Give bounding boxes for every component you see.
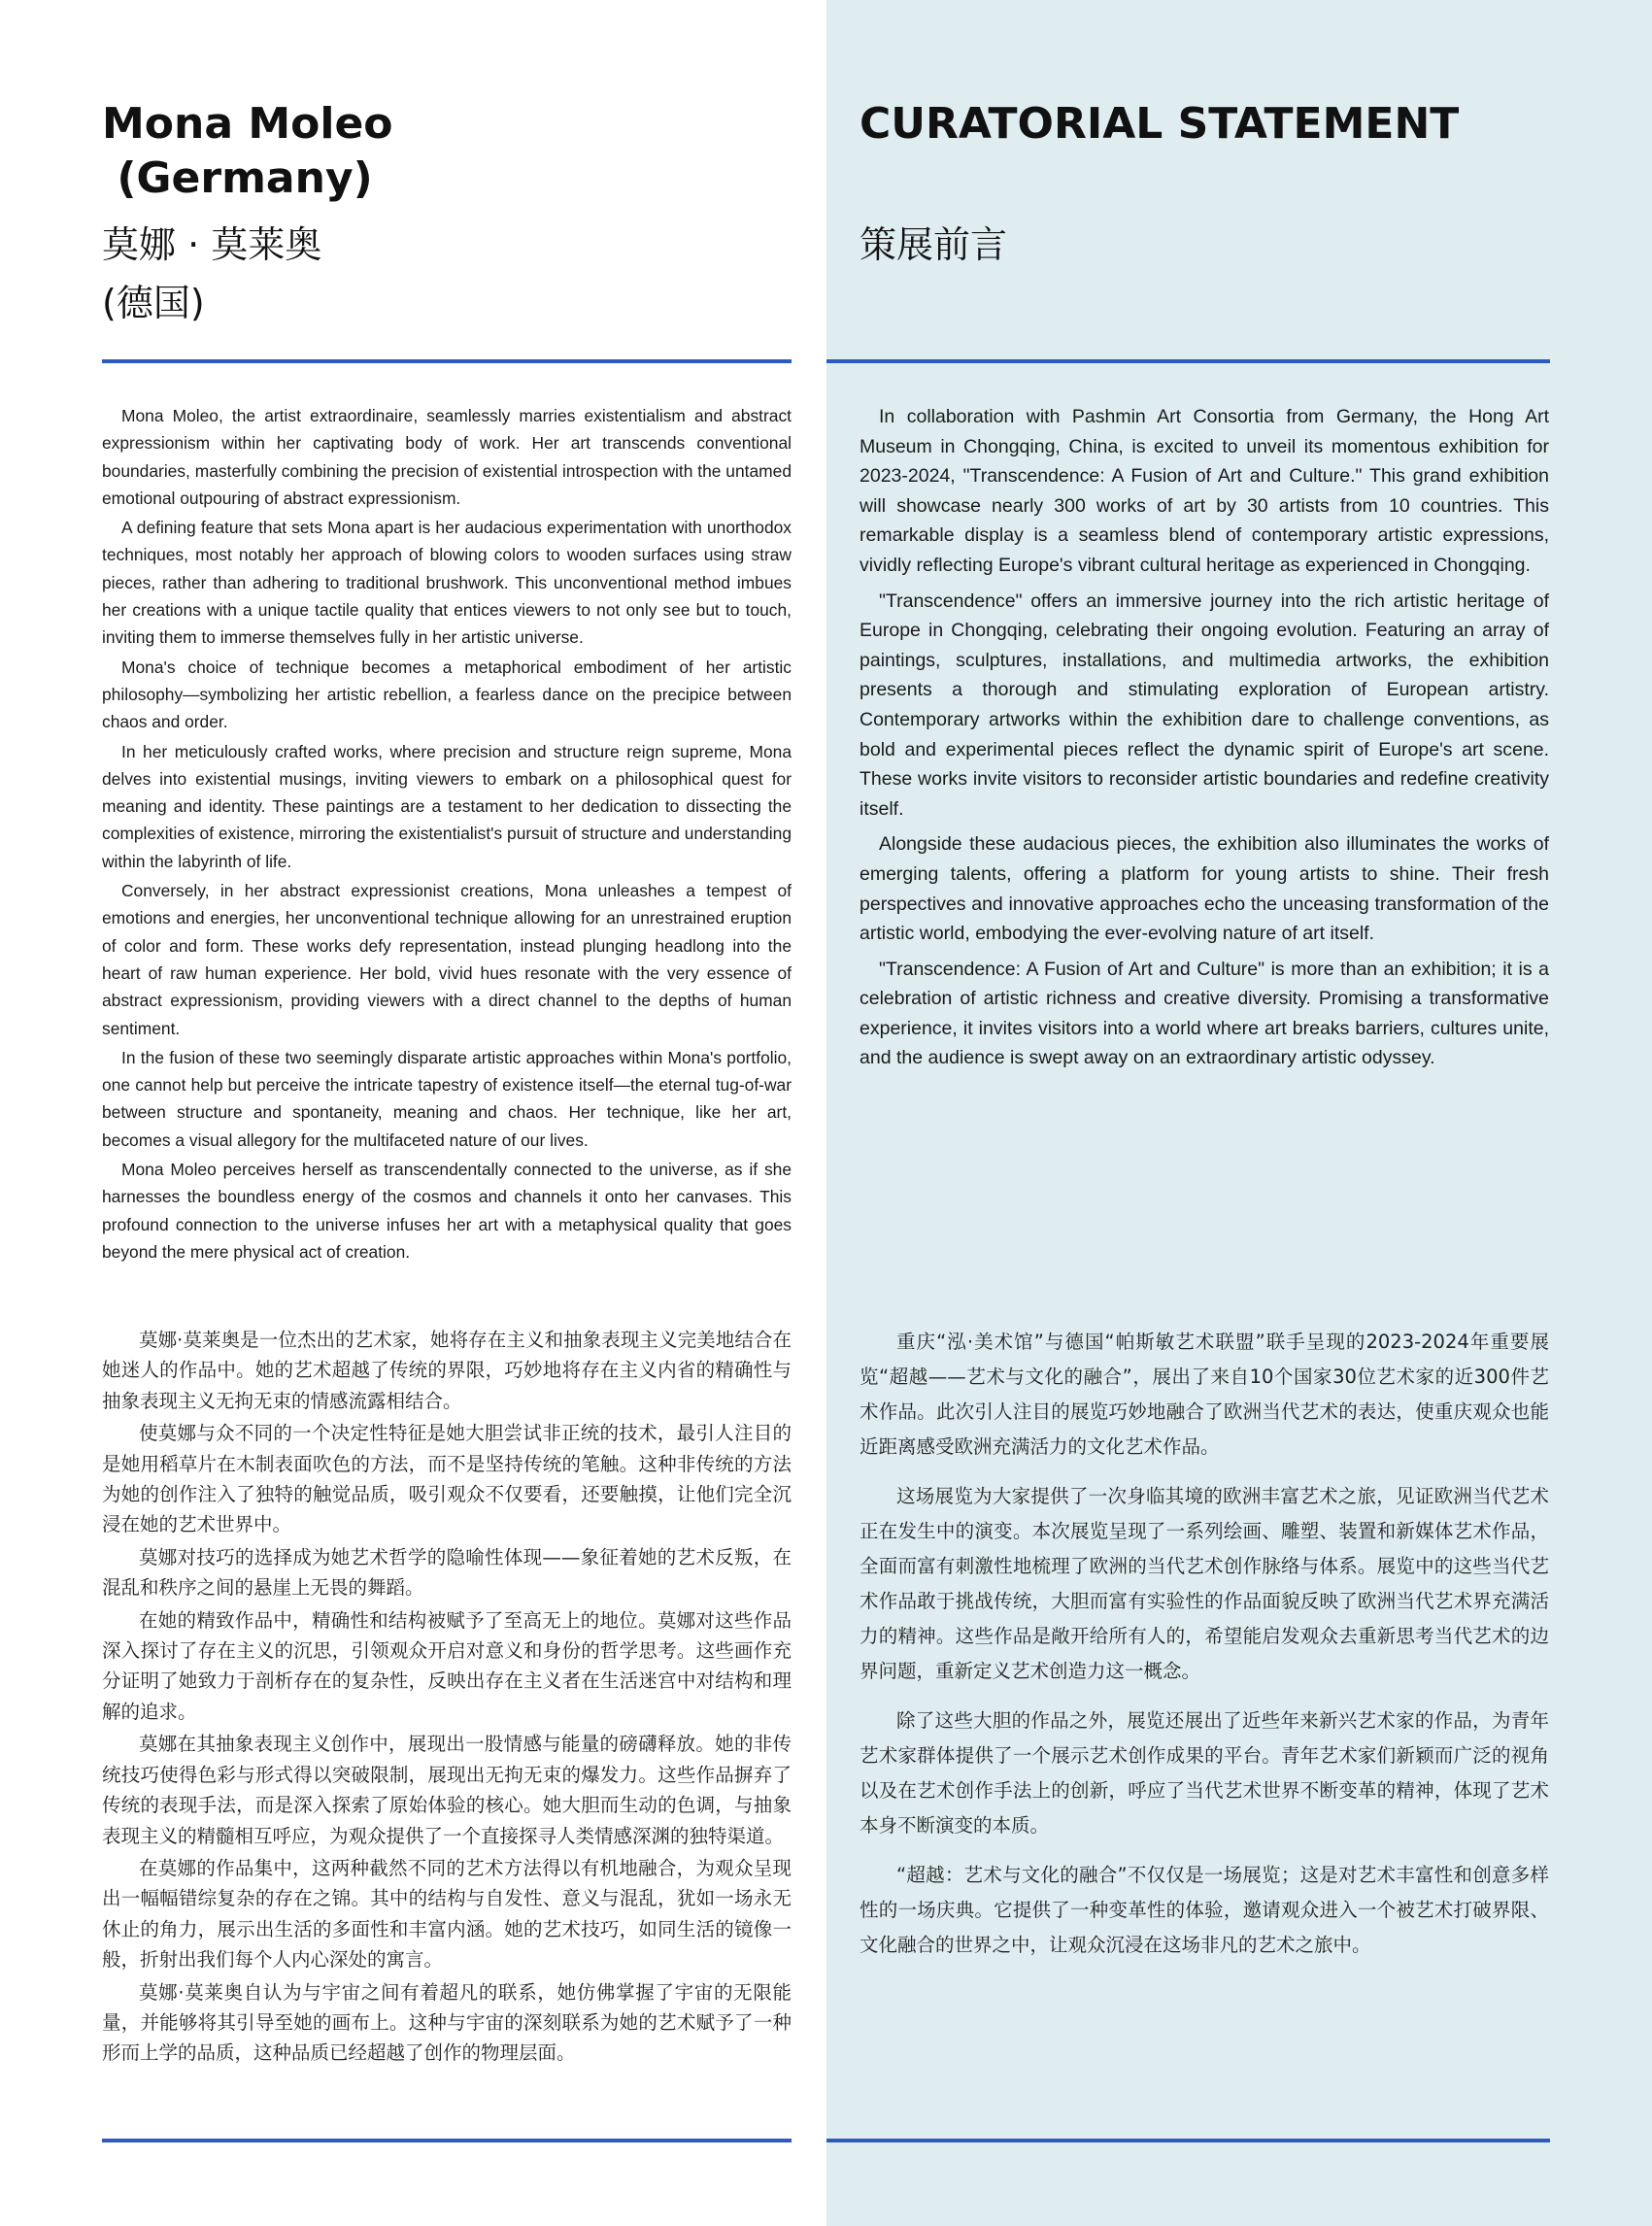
statement-en-paragraph: In collaboration with Pashmin Art Consortia from Germany, the Hong Art Museum in Chongqing, China, is excited to unveil its momentous exhibition for 2023-2024, "Transcendence: A Fusion of Art and Culture." This grand exhibition will showcase nearly 300 works of art by 30 artists from 10 countries. This remarkable display is a seamless blend of contemporary artistic expressions, vividly reflecting Europe's vibrant cultural heritage as experienced in Chongqing. — [860, 406, 1549, 576]
bio-en-paragraph: Mona's choice of technique becomes a metaphorical embodiment of her artistic philosophy—symbolizing her artistic rebellion, a fearless dance on the precipice between chaos and order. — [102, 657, 792, 732]
bio-zh-paragraph: 莫娜·莫莱奥自认为与宇宙之间有着超凡的联系，她仿佛掌握了宇宙的无限能量，并能够将其引导至她的画布上。这种与宇宙的深刻联系为她的艺术赋予了一种形而上学的品质，这种品质已经超越了创作的物理层面。 — [102, 1980, 792, 2065]
statement-zh-paragraph: 这场展览为大家提供了一次身临其境的欧洲丰富艺术之旅，见证欧洲当代艺术正在发生中的演变。本次展览呈现了一系列绘画、雕塑、装置和新媒体艺术作品，全面而富有刺激性地梳理了欧洲的当代艺术创作脉络与体系。展览中的这些当代艺术作品敢于挑战传统，大胆而富有实验性的作品面貌反映了欧洲当代艺术界充满活力的精神。这些作品是敞开给所有人的，希望能启发观众去重新思考当代艺术的边界问题，重新定义艺术创造力这一概念。 — [860, 1485, 1549, 1682]
artist-bio-chinese — [102, 1325, 792, 2071]
bio-zh-paragraph: 莫娜在其抽象表现主义创作中，展现出一股情感与能量的磅礴释放。她的非传统技巧使得色彩与形式得以突破限制，展现出无拘无束的爆发力。这些作品摒弃了传统的表现手法，而是深入探索了原始体验的核心。她大胆而生动的色调，与抽象表现主义的精髓相互呼应，为观众提供了一个直接探寻人类情感深渊的独特渠道。 — [102, 1733, 792, 1847]
curatorial-statement-chinese — [860, 1325, 1549, 1977]
bio-en-paragraph: Mona Moleo perceives herself as transcendentally connected to the universe, as if she harnesses the boundless energy of the cosmos and channels it onto her canvases. This profound connection to the universe infuses her art with a metaphysical quality that goes beyond the mere physical act of creation. — [102, 1160, 792, 1262]
top-divider-left — [102, 359, 792, 363]
statement-en-paragraph: Alongside these audacious pieces, the exhibition also illuminates the works of emerging talents, offering a platform for young artists to shine. Their fresh perspectives and innovative approaches echo the unceasing transformation of the artistic world, embodying the ever-evolving nature of art itself. — [860, 833, 1549, 945]
bio-zh-paragraph: 在她的精致作品中，精确性和结构被赋予了至高无上的地位。莫娜对这些作品深入探讨了存在主义的沉思，引领观众开启对意义和身份的哲学思考。这些画作充分证明了她致力于剖析存在的复杂性，反映出存在主义者在生活迷宫中对结构和理解的追求。 — [102, 1608, 792, 1723]
artist-name-en-line2: (Germany) — [102, 153, 373, 203]
bottom-divider-right — [826, 2139, 1550, 2142]
artist-name-english — [102, 97, 782, 206]
artist-name-zh-line2: (德国) — [102, 282, 205, 324]
bio-zh-paragraph: 在莫娜的作品集中，这两种截然不同的艺术方法得以有机地融合，为观众呈现出一幅幅错综复杂的存在之锦。其中的结构与自发性、意义与混乱，犹如一场永无休止的角力，展示出生活的多面性和丰富内涵。她的艺术技巧，如同生活的镜像一般，折射出我们每个人内心深处的寓言。 — [102, 1856, 792, 1972]
statement-en-paragraph: "Transcendence: A Fusion of Art and Culture" is more than an exhibition; it is a celebration of artistic richness and creative diversity. Promising a transformative experience, it invites visitors into a world where art breaks barriers, cultures unite, and the audience is swept away on an extraordinary artistic odyssey. — [860, 958, 1549, 1069]
statement-zh-paragraph: 重庆“泓·美术馆”与德国“帕斯敏艺术联盟”联手呈现的2023-2024年重要展览“超越——艺术与文化的融合”，展出了来自10个国家30位艺术家的近300件艺术作品。此次引人注目的展览巧妙地融合了欧洲当代艺术的表达，使重庆观众也能近距离感受欧洲充满活力的文化艺术作品。 — [860, 1331, 1549, 1458]
statement-zh-paragraph: “超越：艺术与文化的融合”不仅仅是一场展览；这是对艺术丰富性和创意多样性的一场庆典。它提供了一种变革性的体验，邀请观众进入一个被艺术打破界限、文化融合的世界之中，让观众沉浸在这场非凡的艺术之旅中。 — [860, 1864, 1549, 1956]
bio-en-paragraph: In her meticulously crafted works, where precision and structure reign supreme, Mona delves into existential musings, inviting viewers to embark on a philosophical quest for meaning and identity. These paintings are a testament to her dedication to dissecting the complexities of existence, mirroring the existentialist's pursuit of structure and understanding within the labyrinth of life. — [102, 741, 792, 871]
bio-zh-paragraph: 莫娜·莫莱奥是一位杰出的艺术家，她将存在主义和抽象表现主义完美地结合在她迷人的作品中。她的艺术超越了传统的界限，巧妙地将存在主义内省的精确性与抽象表现主义无拘无束的情感流露相结合。 — [102, 1329, 792, 1412]
curatorial-title-chinese: 策展前言 — [860, 223, 1008, 266]
curatorial-statement-english — [860, 402, 1549, 1079]
bottom-divider-left — [102, 2139, 792, 2142]
artist-bio-english — [102, 402, 792, 1267]
curatorial-title-english: CURATORIAL STATEMENT — [860, 99, 1460, 149]
bio-en-paragraph: Conversely, in her abstract expressionist creations, Mona unleashes a tempest of emotions and energies, her unconventional technique allowing for an unrestrained eruption of color and form. These works defy representation, instead plunging headlong into the heart of raw human experience. Her bold, vivid hues resonate with the very essence of abstract expressionism, providing viewers with a direct channel to the depths of human sentiment. — [102, 881, 792, 1038]
bio-zh-paragraph: 莫娜对技巧的选择成为她艺术哲学的隐喻性体现——象征着她的艺术反叛，在混乱和秩序之间的悬崖上无畏的舞蹈。 — [102, 1545, 792, 1600]
artist-name-zh-line1: 莫娜 · 莫莱奥 — [102, 223, 322, 266]
top-divider-right — [826, 359, 1550, 363]
bio-zh-paragraph: 使莫娜与众不同的一个决定性特征是她大胆尝试非正统的技术，最引人注目的是她用稻草片在木制表面吹色的方法，而不是坚持传统的笔触。这种非传统的方法为她的创作注入了独特的触觉品质，吸引观众不仅要看，还要触摸，让他们完全沉浸在她的艺术世界中。 — [102, 1422, 792, 1536]
bio-en-paragraph: In the fusion of these two seemingly disparate artistic approaches within Mona's portfolio, one cannot help but perceive the intricate tapestry of existence itself—the eternal tug-of-war between structure and spontaneity, meaning and chaos. Her technique, like her art, becomes a visual allegory for the multifaceted nature of our lives. — [102, 1047, 792, 1150]
statement-en-paragraph: "Transcendence" offers an immersive journey into the rich artistic heritage of Europe in Chongqing, celebrating their ongoing evolution. Featuring an array of paintings, sculptures, installations, and multimedia artworks, the exhibition presents a thorough and stimulating exploration of European artistry. Contemporary artworks within the exhibition dare to challenge conventions, as bold and experimental pieces reflect the dynamic spirit of Europe's art scene. These works invite visitors to reconsider artistic boundaries and redefine creativity itself. — [860, 590, 1549, 820]
bio-en-paragraph: A defining feature that sets Mona apart is her audacious experimentation with unorthodox techniques, most notably her approach of blowing colors to wooden surfaces using straw pieces, rather than adhering to traditional brushwork. This unconventional method imbues her creations with a unique tactile quality that entices viewers to not only see but to touch, inviting them to immerse themselves fully in her artistic universe. — [102, 518, 792, 648]
statement-zh-paragraph: 除了这些大胆的作品之外，展览还展出了近些年来新兴艺术家的作品，为青年艺术家群体提供了一个展示艺术创作成果的平台。青年艺术家们新颖而广泛的视角以及在艺术创作手法上的创新，呼应了当代艺术世界不断变革的精神，体现了艺术本身不断演变的本质。 — [860, 1709, 1549, 1837]
artist-name-chinese — [102, 216, 782, 332]
bio-en-paragraph: Mona Moleo, the artist extraordinaire, seamlessly marries existentialism and abstract expressionism within her captivating body of work. Her art transcends conventional boundaries, masterfully combining the precision of existential introspection with the untamed emotional outpouring of abstract expressionism. — [102, 406, 792, 508]
artist-name-en-line1: Mona Moleo — [102, 99, 393, 149]
